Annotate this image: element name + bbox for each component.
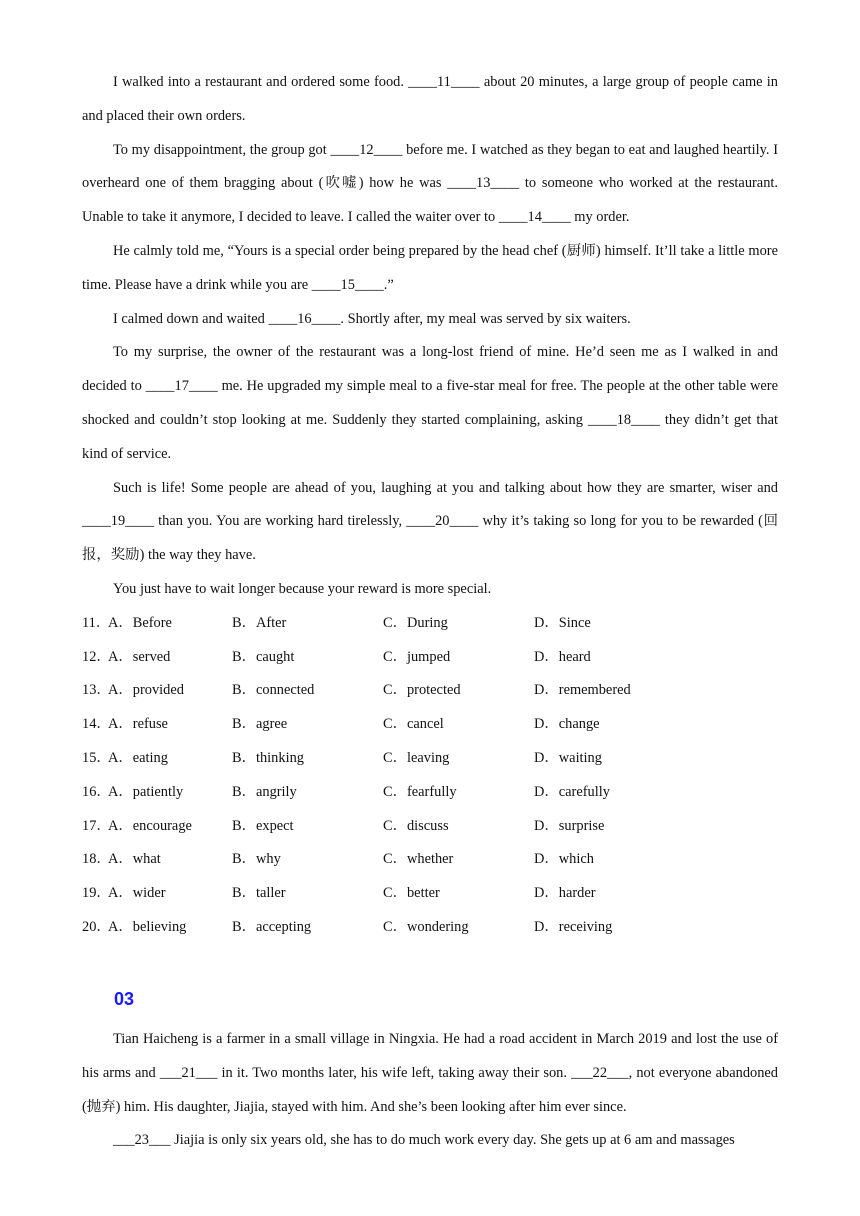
question-number: 18． [82, 851, 111, 868]
option-b: B．agree [232, 716, 288, 733]
passage-paragraph: To my surprise, the owner of the restaurant was a long-lost friend of mine. He’d seen me as I walked in and decided to ____17____ me. He upgraded my simple meal to a five-star meal for free. The people at the other table were shocked and couldn’t stop looking at me. Suddenly they started complaining, asking ____18____ they didn’t get that kind of service. [82, 344, 778, 462]
question-row [82, 708, 778, 742]
option-c: C．whether [383, 851, 454, 868]
option-a: A．what [108, 851, 161, 868]
question-row [82, 911, 778, 945]
question-number: 19． [82, 885, 111, 902]
option-c: C．jumped [383, 648, 451, 665]
option-d: D．carefully [534, 783, 610, 800]
question-number: 20． [82, 918, 111, 935]
option-d: D．receiving [534, 918, 613, 935]
option-c: C．cancel [383, 716, 444, 733]
option-d: D．heard [534, 648, 591, 665]
option-d: D．Since [534, 614, 591, 631]
passage-paragraph: I walked into a restaurant and ordered some food. ____11____ about 20 minutes, a large group of people came in and placed their own orders. [82, 74, 778, 124]
section-heading: 03 [114, 989, 135, 1009]
option-d: D．harder [534, 885, 596, 902]
option-b: B．accepting [232, 918, 312, 935]
question-number: 11． [82, 614, 111, 631]
option-c: C．better [383, 885, 440, 902]
question-row [82, 742, 778, 776]
option-b: B．why [232, 851, 281, 868]
option-a: A．provided [108, 682, 184, 699]
question-row [82, 877, 778, 911]
option-d: D．which [534, 851, 594, 868]
option-d: D．remembered [534, 682, 631, 699]
passage-paragraph: He calmly told me, “Yours is a special order being prepared by the head chef (厨师) himself. It’ll take a little more time. Please have a drink while you are ____15____.” [82, 242, 778, 293]
option-d: D．change [534, 716, 600, 733]
question-row [82, 641, 778, 675]
question-row [82, 674, 778, 708]
passage-paragraph: Tian Haicheng is a farmer in a small village in Ningxia. He had a road accident in March 2019 and lost the use of his arms and ___21___ in it. Two months later, his wife left, taking away their son. ___22___, not everyone abandoned (抛弃) him. His daughter, Jiajia, stayed with him. And she’s been looking after him ever since. [82, 1031, 778, 1115]
option-a: A．served [108, 648, 171, 665]
question-number: 16． [82, 783, 111, 800]
passage-paragraph: I calmed down and waited ____16____. Shortly after, my meal was served by six waiters. [113, 310, 631, 327]
question-number: 15． [82, 749, 111, 766]
question-row [82, 776, 778, 810]
option-c: C．discuss [383, 817, 449, 834]
option-b: B．caught [232, 648, 295, 665]
option-b: B．taller [232, 885, 286, 902]
passage-section [82, 66, 778, 945]
question-number: 14． [82, 716, 111, 733]
option-b: B．expect [232, 817, 294, 834]
option-b: B．After [232, 614, 287, 631]
option-b: B．thinking [232, 749, 304, 766]
option-b: B．angrily [232, 783, 297, 800]
option-c: C．protected [383, 682, 461, 699]
option-a: A．believing [108, 918, 187, 935]
question-options-list [82, 607, 778, 945]
question-number: 17． [82, 817, 111, 834]
passage-paragraph: You just have to wait longer because your reward is more special. [113, 580, 492, 597]
option-d: D．waiting [534, 749, 602, 766]
option-a: A．patiently [108, 783, 184, 800]
option-a: A．wider [108, 885, 166, 902]
option-c: C．wondering [383, 918, 469, 935]
option-a: A．Before [108, 614, 172, 631]
passage-section-2 [82, 1023, 778, 1158]
question-number: 13． [82, 682, 111, 699]
option-a: A．encourage [108, 817, 192, 834]
option-a: A．eating [108, 749, 168, 766]
option-c: C．leaving [383, 749, 450, 766]
question-number: 12． [82, 648, 111, 665]
option-c: C．fearfully [383, 783, 457, 800]
question-row [82, 810, 778, 844]
option-a: A．refuse [108, 716, 168, 733]
option-d: D．surprise [534, 817, 605, 834]
passage-paragraph: To my disappointment, the group got ____12____ before me. I watched as they began to eat and laughed heartily. I overheard one of them bragging about (吹嘘) how he was ____13____ to someone who worked at the restaurant. Unable to take it anymore, I decided to leave. I called the waiter over to ____14____ my order. [82, 141, 778, 226]
option-b: B．connected [232, 682, 315, 699]
option-c: C．During [383, 614, 448, 631]
question-row [82, 843, 778, 877]
passage-paragraph: Such is life! Some people are ahead of you, laughing at you and talking about how they are smarter, wiser and ____19____ than you. You are working hard tirelessly, ____20____ why it’s taking so long for you to be rewarded (回报，奖励) the way they have. [82, 479, 778, 564]
passage-paragraph: ___23___ Jiajia is only six years old, she has to do much work every day. She gets up at 6 am and massages [113, 1132, 735, 1149]
question-row [82, 607, 778, 641]
